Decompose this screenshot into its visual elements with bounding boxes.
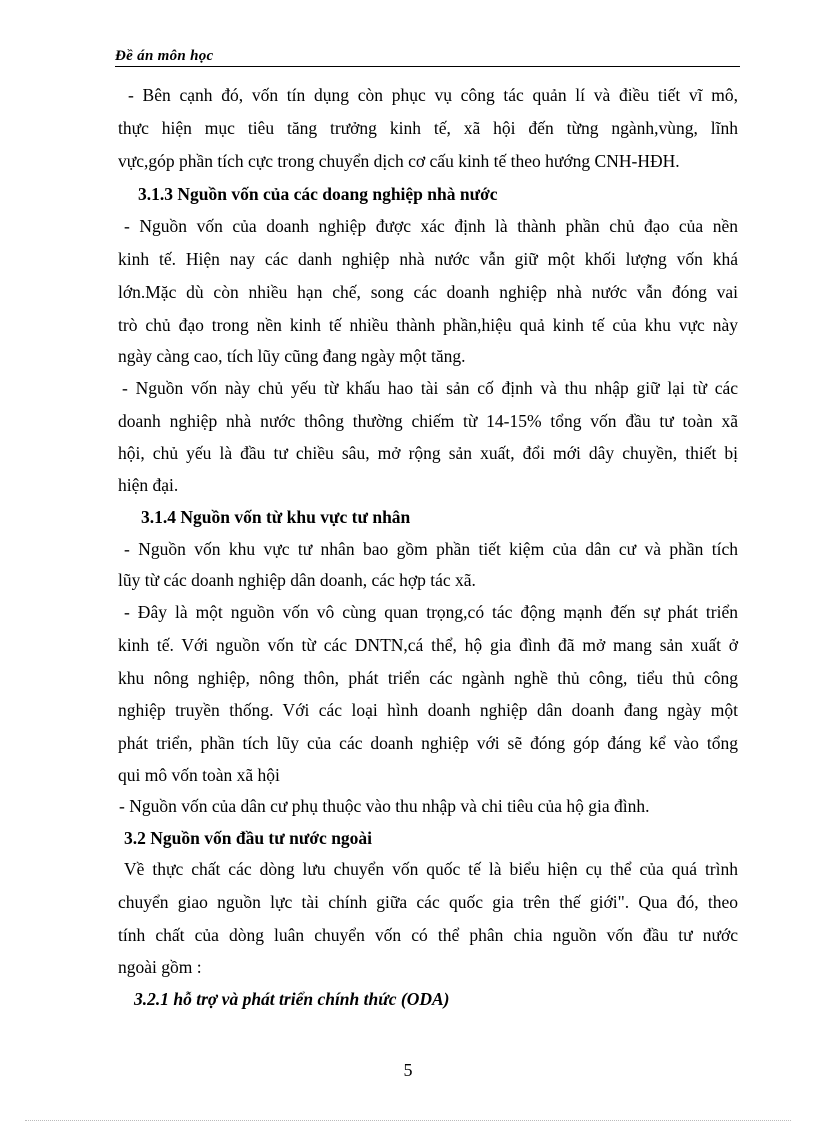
body-line: khu nông nghiệp, nông thôn, phát triển các ngành nghề thủ công, tiểu thủ công bbox=[118, 668, 738, 688]
body-line: kinh tế. Hiện nay các danh nghiệp nhà nước vẫn giữ một khối lượng vốn khá bbox=[118, 249, 738, 269]
body-line: tính chất của dòng luân chuyển vốn có thể phân chia nguồn vốn đầu tư nước bbox=[118, 925, 738, 945]
body-line: chuyển giao nguồn lực tài chính giữa các quốc gia trên thế giới". Qua đó, theo bbox=[118, 892, 738, 912]
body-line: - Nguồn vốn của doanh nghiệp được xác định là thành phần chủ đạo của nền bbox=[124, 216, 738, 236]
page-bottom-divider bbox=[25, 1120, 791, 1121]
body-line: - Bên cạnh đó, vốn tín dụng còn phục vụ công tác quản lí và điều tiết vĩ mô, bbox=[128, 85, 738, 105]
page-header bbox=[115, 46, 740, 67]
body-line: vực,góp phần tích cực trong chuyển dịch cơ cấu kinh tế theo hướng CNH-HĐH. bbox=[118, 151, 680, 171]
body-line: - Nguồn vốn khu vực tư nhân bao gồm phần tiết kiệm của dân cư và phần tích bbox=[124, 539, 738, 559]
page-number: 5 bbox=[403, 1060, 413, 1080]
body-line: kinh tế. Với nguồn vốn từ các DNTN,cá thể, hộ gia đình đã mở mang sản xuất ở bbox=[118, 635, 738, 655]
body-line: lũy từ các doanh nghiệp dân doanh, các hợp tác xã. bbox=[118, 570, 476, 590]
section-heading: 3.2 Nguồn vốn đầu tư nước ngoài bbox=[124, 828, 373, 848]
section-heading: 3.1.3 Nguồn vốn của các doang nghiệp nhà nước bbox=[138, 184, 498, 204]
body-line: - Nguồn vốn này chủ yếu từ khấu hao tài sản cố định và thu nhập giữ lại từ các bbox=[122, 378, 738, 398]
subsection-heading: 3.2.1 hỗ trợ và phát triển chính thức (ODA) bbox=[134, 989, 450, 1009]
body-line: ngày càng cao, tích lũy cũng đang ngày một tăng. bbox=[118, 346, 466, 366]
body-line: thực hiện mục tiêu tăng trưởng kinh tế, xã hội đến từng ngành,vùng, lĩnh bbox=[118, 118, 738, 138]
body-line: Về thực chất các dòng lưu chuyển vốn quốc tế là biểu hiện cụ thể của quá trình bbox=[124, 859, 738, 879]
body-line: phát triển, phần tích lũy của các doanh nghiệp với sẽ đóng góp đáng kể vào tổng bbox=[118, 733, 738, 753]
section-heading: 3.1.4 Nguồn vốn từ khu vực tư nhân bbox=[141, 507, 411, 527]
body-line: doanh nghiệp nhà nước thông thường chiếm từ 14-15% tổng vốn đầu tư toàn xã bbox=[118, 411, 738, 431]
body-line: ngoài gồm : bbox=[118, 957, 202, 977]
body-line: hội, chủ yếu là đầu tư chiều sâu, mở rộng sản xuất, đổi mới dây chuyền, thiết bị bbox=[118, 443, 738, 463]
body-line: lớn.Mặc dù còn nhiều hạn chế, song các doanh nghiệp nhà nước vẫn đóng vai bbox=[118, 282, 738, 302]
body-line: qui mô vốn toàn xã hội bbox=[118, 765, 280, 785]
body-line: - Đây là một nguồn vốn vô cùng quan trọng,có tác động mạnh đến sự phát triển bbox=[124, 602, 738, 622]
body-line: nghiệp truyền thống. Với các loại hình doanh nghiệp dân doanh đang ngày một bbox=[118, 700, 738, 720]
header-title: Đề án môn học bbox=[115, 48, 214, 64]
body-line: hiện đại. bbox=[118, 475, 179, 495]
body-line: - Nguồn vốn của dân cư phụ thuộc vào thu nhập và chi tiêu của hộ gia đình. bbox=[119, 796, 650, 816]
body-line: trò chủ đạo trong nền kinh tế nhiều thành phần,hiệu quả kinh tế của khu vực này bbox=[118, 315, 738, 335]
